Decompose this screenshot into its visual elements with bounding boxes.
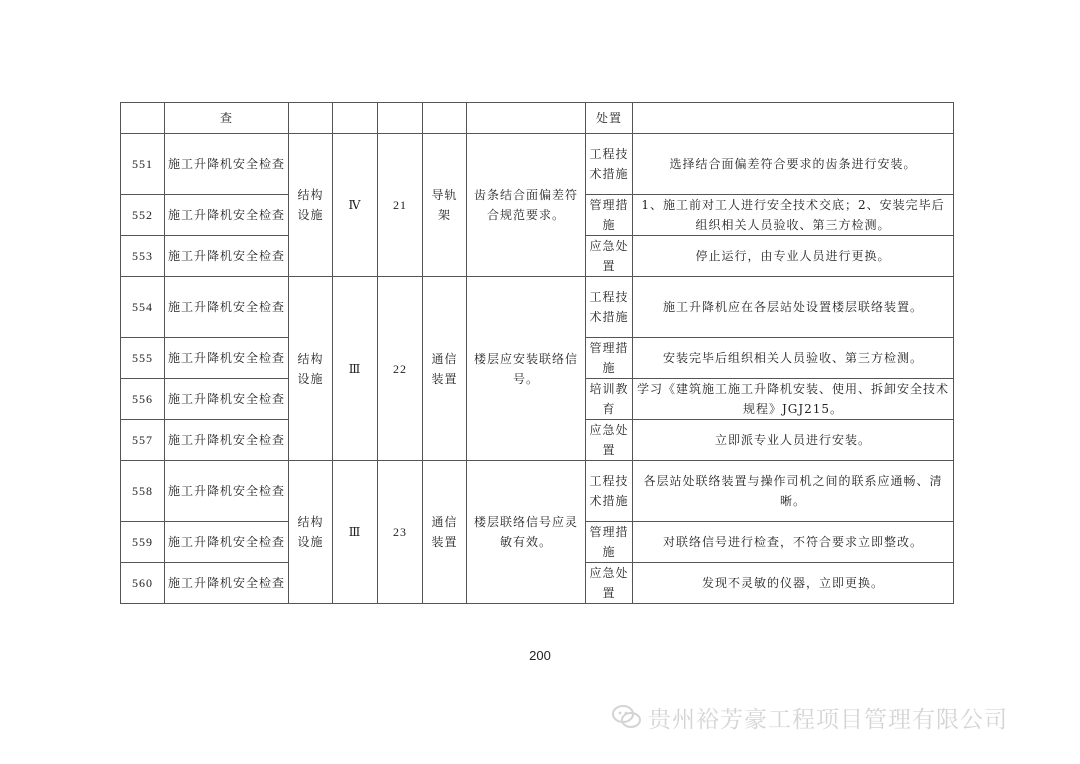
measure-content: 各层站处联络装置与操作司机之间的联系应通畅、清晰。 (633, 461, 954, 522)
watermark-text: 贵州裕芳豪工程项目管理有限公司 (648, 706, 1008, 733)
location-cell: 导轨架 (423, 134, 467, 277)
row-number: 560 (121, 563, 165, 604)
sequence-cell: 22 (378, 277, 423, 461)
sequence-cell: 21 (378, 134, 423, 277)
sequence-cell: 23 (378, 461, 423, 604)
measure-content (633, 103, 954, 134)
measure-type: 工程技术措施 (586, 134, 633, 195)
risk-level-cell: Ⅳ (333, 134, 378, 277)
page-number: 200 (529, 648, 551, 663)
table-row (121, 277, 954, 338)
row-number: 556 (121, 379, 165, 420)
measure-type: 工程技术措施 (586, 461, 633, 522)
hazard-cell: 楼层联络信号应灵敏有效。 (467, 461, 586, 604)
row-number: 555 (121, 338, 165, 379)
measure-content: 选择结合面偏差符合要求的齿条进行安装。 (633, 134, 954, 195)
row-number: 551 (121, 134, 165, 195)
item-name: 施工升降机安全检查 (165, 338, 289, 379)
measure-content: 安装完毕后组织相关人员验收、第三方检测。 (633, 338, 954, 379)
wechat-icon (612, 704, 642, 730)
measure-type: 处置 (586, 103, 633, 134)
measure-content: 发现不灵敏的仪器，立即更换。 (633, 563, 954, 604)
measure-type: 工程技术措施 (586, 277, 633, 338)
measure-content: 1、施工前对工人进行安全技术交底；2、安装完毕后组织相关人员验收、第三方检测。 (633, 195, 954, 236)
item-name: 施工升降机安全检查 (165, 379, 289, 420)
hazard-cell: 楼层应安装联络信号。 (467, 277, 586, 461)
risk-level-cell: Ⅲ (333, 461, 378, 604)
measure-content: 立即派专业人员进行安装。 (633, 420, 954, 461)
row-number: 552 (121, 195, 165, 236)
measure-type: 管理措施 (586, 338, 633, 379)
item-name: 施工升降机安全检查 (165, 461, 289, 522)
row-number: 559 (121, 522, 165, 563)
item-name: 施工升降机安全检查 (165, 522, 289, 563)
measure-content: 停止运行，由专业人员进行更换。 (633, 236, 954, 277)
measure-content: 学习《建筑施工施工升降机安装、使用、拆卸安全技术规程》JGJ215。 (633, 379, 954, 420)
item-name: 施工升降机安全检查 (165, 420, 289, 461)
category-cell: 结构设施 (289, 134, 333, 277)
category-cell: 结构设施 (289, 461, 333, 604)
item-name: 施工升降机安全检查 (165, 277, 289, 338)
table-row (121, 461, 954, 522)
location-cell: 通信装置 (423, 461, 467, 604)
row-number: 553 (121, 236, 165, 277)
hazard-cell: 齿条结合面偏差符合规范要求。 (467, 134, 586, 277)
measure-type: 应急处置 (586, 236, 633, 277)
item-name: 施工升降机安全检查 (165, 195, 289, 236)
risk-level-cell: Ⅲ (333, 277, 378, 461)
hazard-table (120, 102, 954, 604)
row-number: 557 (121, 420, 165, 461)
item-name: 查 (165, 103, 289, 134)
row-number (121, 103, 165, 134)
item-name: 施工升降机安全检查 (165, 236, 289, 277)
category-cell: 结构设施 (289, 277, 333, 461)
watermark (612, 701, 1008, 733)
continuation-row (121, 103, 954, 134)
measure-content: 对联络信号进行检查，不符合要求立即整改。 (633, 522, 954, 563)
measure-type: 培训教育 (586, 379, 633, 420)
measure-type: 应急处置 (586, 563, 633, 604)
location-cell: 通信装置 (423, 277, 467, 461)
measure-type: 应急处置 (586, 420, 633, 461)
measure-type: 管理措施 (586, 195, 633, 236)
row-number: 554 (121, 277, 165, 338)
item-name: 施工升降机安全检查 (165, 134, 289, 195)
item-name: 施工升降机安全检查 (165, 563, 289, 604)
row-number: 558 (121, 461, 165, 522)
table-row (121, 134, 954, 195)
measure-type: 管理措施 (586, 522, 633, 563)
measure-content: 施工升降机应在各层站处设置楼层联络装置。 (633, 277, 954, 338)
